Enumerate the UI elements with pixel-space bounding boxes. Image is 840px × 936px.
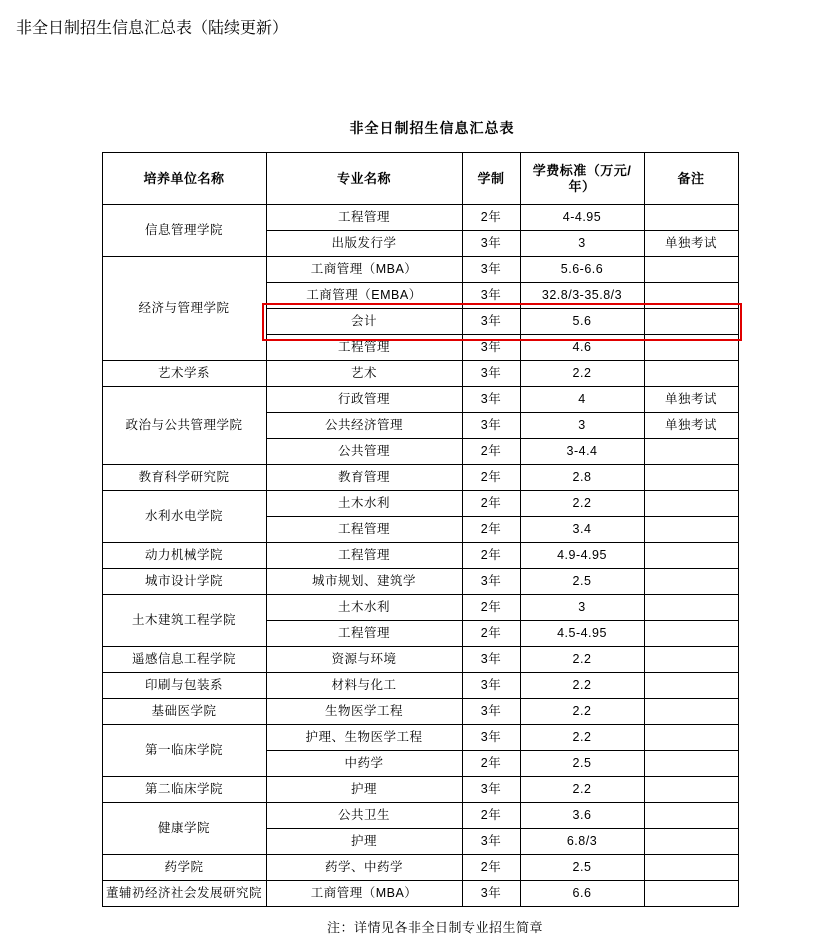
cell-fee: 5.6 [520, 309, 644, 335]
cell-major: 公共卫生 [266, 803, 462, 829]
cell-fee: 2.2 [520, 491, 644, 517]
cell-fee: 4.5-4.95 [520, 621, 644, 647]
cell-major: 工程管理 [266, 517, 462, 543]
table-row [102, 647, 738, 673]
cell-note [644, 309, 738, 335]
cell-fee: 2.5 [520, 751, 644, 777]
cell-major: 艺术 [266, 361, 462, 387]
cell-unit: 城市设计学院 [102, 569, 266, 595]
cell-note [644, 829, 738, 855]
cell-fee: 2.2 [520, 361, 644, 387]
cell-years: 2年 [462, 595, 520, 621]
table-row [102, 569, 738, 595]
cell-note [644, 543, 738, 569]
cell-fee: 3 [520, 595, 644, 621]
cell-major: 出版发行学 [266, 231, 462, 257]
cell-note [644, 803, 738, 829]
cell-major: 城市规划、建筑学 [266, 569, 462, 595]
cell-note: 单独考试 [644, 387, 738, 413]
cell-fee: 4-4.95 [520, 205, 644, 231]
cell-fee: 6.8/3 [520, 829, 644, 855]
table-row [102, 257, 738, 283]
table-row [102, 855, 738, 881]
cell-major: 护理 [266, 777, 462, 803]
cell-fee: 4.9-4.95 [520, 543, 644, 569]
cell-major: 护理 [266, 829, 462, 855]
cell-major: 土木水利 [266, 595, 462, 621]
table-row [102, 777, 738, 803]
cell-years: 2年 [462, 855, 520, 881]
cell-years: 3年 [462, 413, 520, 439]
column-header-years: 学制 [462, 153, 520, 205]
cell-note [644, 361, 738, 387]
cell-note [644, 257, 738, 283]
cell-fee: 3.4 [520, 517, 644, 543]
cell-years: 2年 [462, 465, 520, 491]
cell-fee: 2.2 [520, 777, 644, 803]
cell-years: 3年 [462, 387, 520, 413]
cell-fee: 2.2 [520, 673, 644, 699]
table-row [102, 881, 738, 907]
cell-note: 单独考试 [644, 231, 738, 257]
cell-fee: 2.2 [520, 647, 644, 673]
cell-years: 3年 [462, 725, 520, 751]
cell-note [644, 335, 738, 361]
cell-years: 3年 [462, 283, 520, 309]
cell-fee: 2.5 [520, 855, 644, 881]
cell-note [644, 439, 738, 465]
admissions-table [102, 152, 739, 907]
cell-years: 3年 [462, 335, 520, 361]
cell-fee: 3-4.4 [520, 439, 644, 465]
cell-major: 公共经济管理 [266, 413, 462, 439]
cell-unit: 经济与管理学院 [102, 257, 266, 361]
cell-unit: 土木建筑工程学院 [102, 595, 266, 647]
cell-major: 工商管理（MBA） [266, 881, 462, 907]
cell-years: 3年 [462, 881, 520, 907]
cell-major: 会计 [266, 309, 462, 335]
cell-major: 工程管理 [266, 621, 462, 647]
table-row [102, 699, 738, 725]
column-header-major: 专业名称 [266, 153, 462, 205]
table-header [102, 153, 738, 205]
footer-note: 注：详情见各非全日制专业招生简章 [326, 920, 543, 936]
cell-years: 2年 [462, 621, 520, 647]
cell-note: 单独考试 [644, 413, 738, 439]
cell-major: 工程管理 [266, 205, 462, 231]
table-row [102, 491, 738, 517]
cell-major: 教育管理 [266, 465, 462, 491]
cell-fee: 4 [520, 387, 644, 413]
cell-major: 材料与化工 [266, 673, 462, 699]
table-row [102, 595, 738, 621]
cell-major: 工商管理（MBA） [266, 257, 462, 283]
cell-years: 3年 [462, 777, 520, 803]
cell-note [644, 517, 738, 543]
cell-note [644, 751, 738, 777]
cell-major: 公共管理 [266, 439, 462, 465]
cell-note [644, 777, 738, 803]
cell-fee: 2.8 [520, 465, 644, 491]
cell-note [644, 725, 738, 751]
cell-years: 3年 [462, 699, 520, 725]
cell-major: 生物医学工程 [266, 699, 462, 725]
table-row [102, 465, 738, 491]
cell-unit: 基础医学院 [102, 699, 266, 725]
cell-note [644, 673, 738, 699]
cell-note [644, 647, 738, 673]
column-header-note: 备注 [644, 153, 738, 205]
cell-years: 3年 [462, 673, 520, 699]
cell-unit: 董辅礽经济社会发展研究院 [102, 881, 266, 907]
table-row [102, 543, 738, 569]
cell-years: 2年 [462, 543, 520, 569]
cell-years: 3年 [462, 257, 520, 283]
cell-unit: 第二临床学院 [102, 777, 266, 803]
table-row [102, 387, 738, 413]
cell-years: 2年 [462, 439, 520, 465]
cell-major: 土木水利 [266, 491, 462, 517]
cell-note [644, 465, 738, 491]
cell-years: 2年 [462, 205, 520, 231]
cell-unit: 印刷与包装系 [102, 673, 266, 699]
table-body [102, 205, 738, 907]
cell-unit: 健康学院 [102, 803, 266, 855]
cell-unit: 第一临床学院 [102, 725, 266, 777]
cell-major: 护理、生物医学工程 [266, 725, 462, 751]
table-header-row [102, 153, 738, 205]
cell-unit: 信息管理学院 [102, 205, 266, 257]
cell-fee: 3 [520, 231, 644, 257]
table-row [102, 725, 738, 751]
cell-fee: 5.6-6.6 [520, 257, 644, 283]
cell-fee: 2.2 [520, 725, 644, 751]
cell-years: 3年 [462, 569, 520, 595]
table-row [102, 205, 738, 231]
cell-unit: 艺术学系 [102, 361, 266, 387]
cell-years: 3年 [462, 309, 520, 335]
cell-fee: 3.6 [520, 803, 644, 829]
cell-major: 资源与环境 [266, 647, 462, 673]
cell-note [644, 283, 738, 309]
cell-note [644, 595, 738, 621]
page-title: 非全日制招生信息汇总表（陆续更新） [16, 20, 289, 37]
cell-fee: 4.6 [520, 335, 644, 361]
table-row [102, 361, 738, 387]
cell-major: 工商管理（EMBA） [266, 283, 462, 309]
cell-note [644, 569, 738, 595]
cell-unit: 水利水电学院 [102, 491, 266, 543]
cell-years: 3年 [462, 647, 520, 673]
cell-fee: 2.2 [520, 699, 644, 725]
cell-years: 2年 [462, 491, 520, 517]
cell-major: 行政管理 [266, 387, 462, 413]
cell-years: 3年 [462, 829, 520, 855]
cell-years: 3年 [462, 231, 520, 257]
table-row [102, 673, 738, 699]
cell-unit: 教育科学研究院 [102, 465, 266, 491]
table-title: 非全日制招生信息汇总表 [349, 120, 515, 136]
cell-years: 2年 [462, 803, 520, 829]
table-row [102, 803, 738, 829]
cell-major: 中药学 [266, 751, 462, 777]
cell-fee: 32.8/3-35.8/3 [520, 283, 644, 309]
column-header-unit: 培养单位名称 [102, 153, 266, 205]
cell-note [644, 205, 738, 231]
cell-years: 2年 [462, 517, 520, 543]
cell-note [644, 699, 738, 725]
cell-unit: 药学院 [102, 855, 266, 881]
cell-fee: 3 [520, 413, 644, 439]
cell-note [644, 621, 738, 647]
cell-years: 3年 [462, 361, 520, 387]
document-body [0, 118, 840, 936]
cell-years: 2年 [462, 751, 520, 777]
cell-unit: 遥感信息工程学院 [102, 647, 266, 673]
cell-note [644, 881, 738, 907]
cell-unit: 政治与公共管理学院 [102, 387, 266, 465]
cell-major: 药学、中药学 [266, 855, 462, 881]
cell-major: 工程管理 [266, 335, 462, 361]
cell-fee: 6.6 [520, 881, 644, 907]
cell-fee: 2.5 [520, 569, 644, 595]
cell-unit: 动力机械学院 [102, 543, 266, 569]
column-header-fee: 学费标准（万元/年） [520, 153, 644, 205]
cell-note [644, 855, 738, 881]
cell-note [644, 491, 738, 517]
cell-major: 工程管理 [266, 543, 462, 569]
